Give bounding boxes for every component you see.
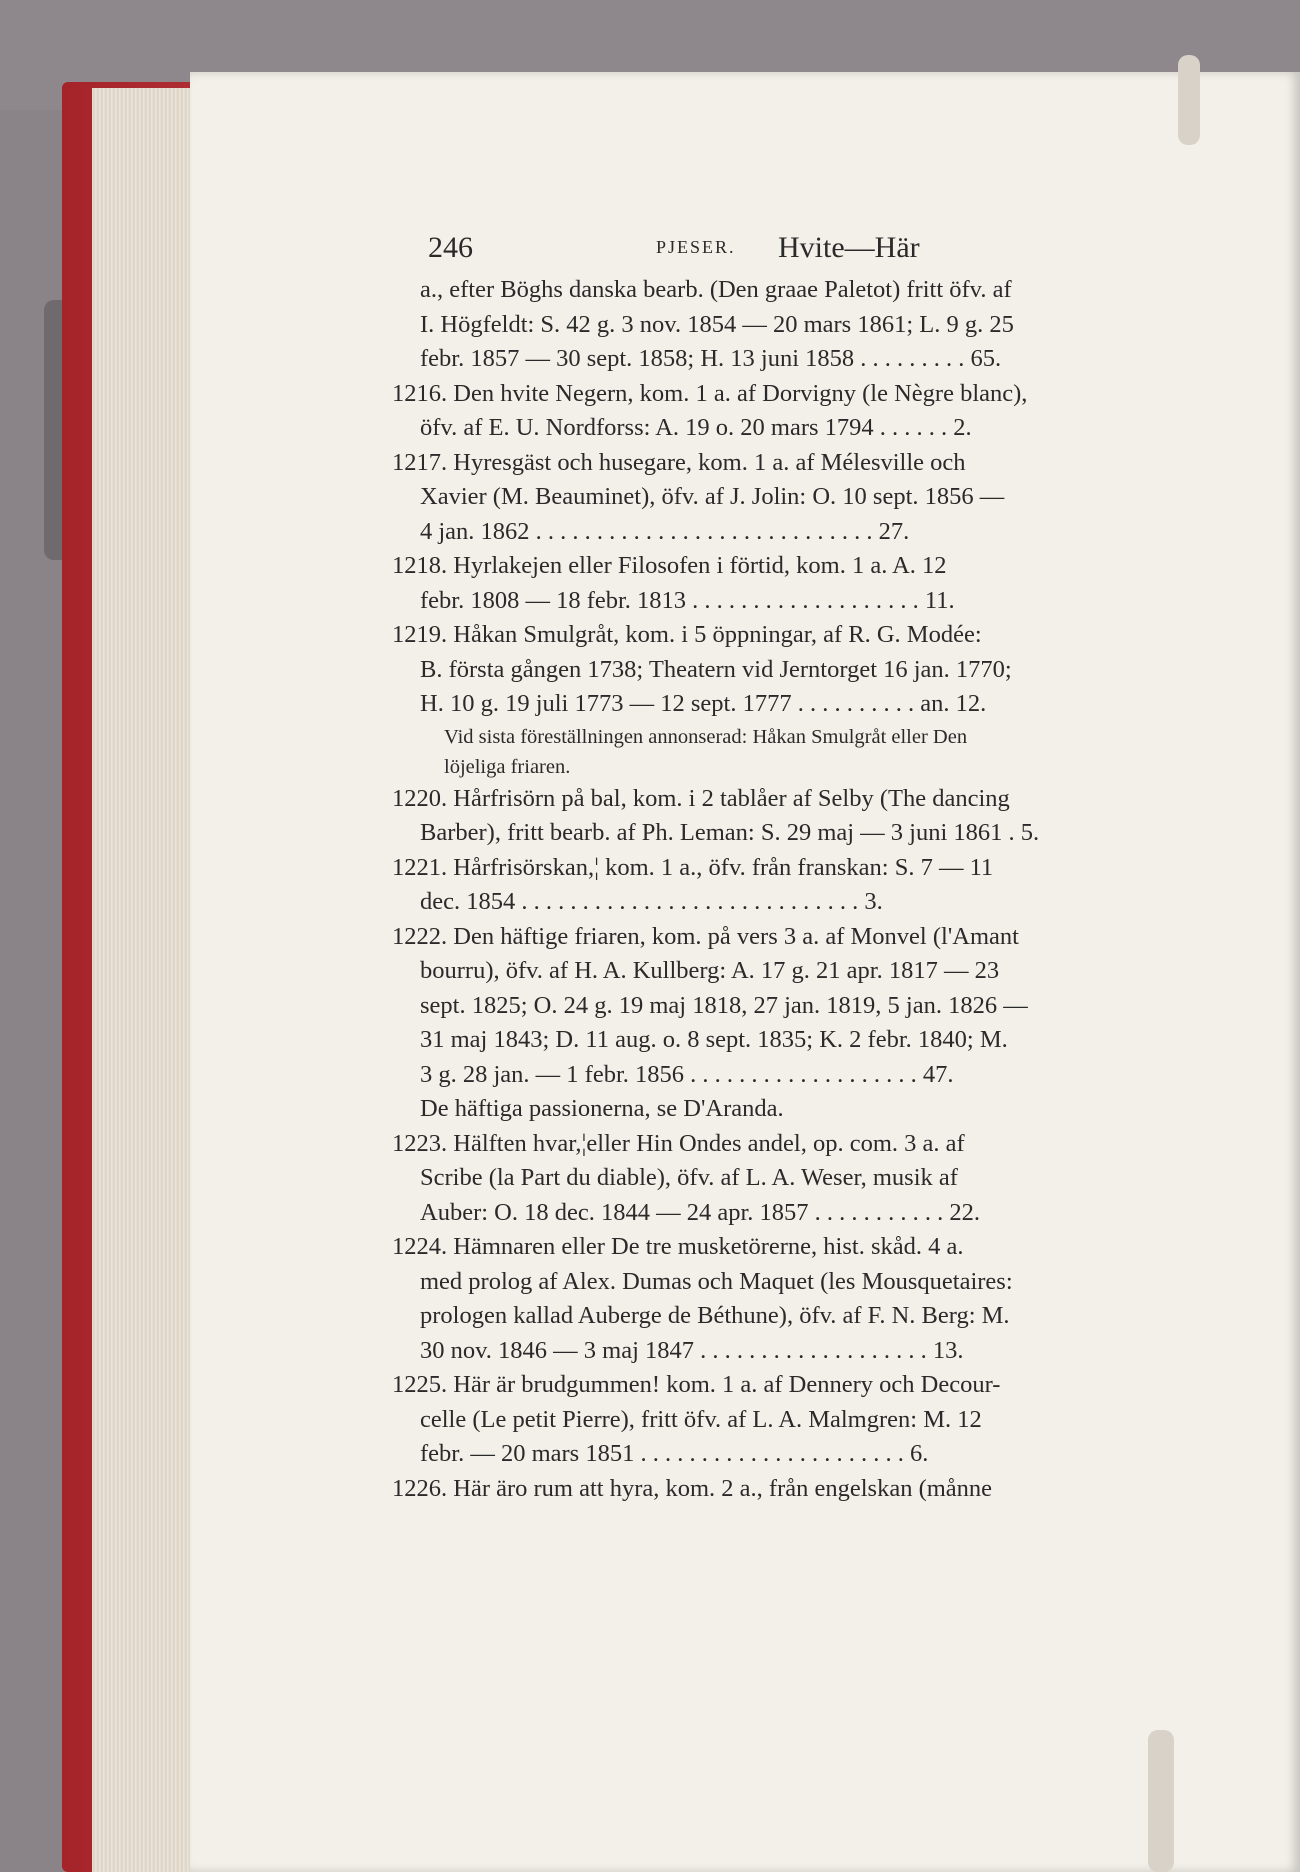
text-line: De häftiga passionerna, se D'Aranda.: [420, 1095, 784, 1122]
text-line: B. första gången 1738; Theatern vid Jerntorget 16 jan. 1770;: [420, 655, 1012, 683]
text-line: 1223. Hälften hvar,¦eller Hin Ondes andel, op. com. 3 a. af: [392, 1129, 965, 1157]
text-line: Scribe (la Part du diable), öfv. af L. A. Weser, musik af: [420, 1164, 958, 1191]
text-line: 1222. Den häftige friaren, kom. på vers 3 a. af Monvel (l'Amant: [392, 922, 1019, 950]
text-line: I. Högfeldt: S. 42 g. 3 nov. 1854 — 20 mars 1861; L. 9 g. 25: [420, 310, 1014, 338]
note-line: löjeliga friaren.: [444, 755, 571, 778]
clasp-bottom: [1148, 1730, 1174, 1872]
text-line: H. 10 g. 19 juli 1773 — 12 sept. 1777 . . . . . . . . . . an. 12.: [420, 690, 987, 717]
text-line: a., efter Böghs danska bearb. (Den graae Paletot) fritt öfv. af: [420, 276, 1012, 303]
text-line: febr. 1808 — 18 febr. 1813 . . . . . . . . . . . . . . . . . . . 11.: [420, 586, 955, 614]
text-line: 1217. Hyresgäst och husegare, kom. 1 a. af Mélesville och: [392, 448, 966, 476]
text-line: 30 nov. 1846 — 3 maj 1847 . . . . . . . . . . . . . . . . . . . 13.: [420, 1336, 964, 1364]
text-line: Barber), fritt bearb. af Ph. Leman: S. 29 maj — 3 juni 1861 . 5.: [420, 819, 1040, 846]
text-line: 1225. Här är brudgummen! kom. 1 a. af Dennery och Decour-: [392, 1371, 1001, 1398]
text-line: 1218. Hyrlakejen eller Filosofen i förtid, kom. 1 a. A. 12: [392, 552, 947, 579]
clasp-top: [1178, 55, 1200, 145]
text-line: celle (Le petit Pierre), fritt öfv. af L. A. Malmgren: M. 12: [420, 1405, 982, 1433]
text-line: 1224. Hämnaren eller De tre musketörerne, hist. skåd. 4 a.: [392, 1233, 964, 1260]
entry-range: Hvite—Här: [778, 231, 920, 264]
text-line: 1226. Här äro rum att hyra, kom. 2 a., från engelskan (månne: [392, 1474, 993, 1502]
page-text: [392, 225, 1186, 1506]
running-header: [392, 225, 1186, 273]
text-line: öfv. af E. U. Nordforss: A. 19 o. 20 mars 1794 . . . . . . 2.: [420, 414, 972, 441]
text-line: med prolog af Alex. Dumas och Maquet (les Mousquetaires:: [420, 1267, 1013, 1295]
text-line: febr. 1857 — 30 sept. 1858; H. 13 juni 1858 . . . . . . . . . 65.: [420, 345, 1002, 372]
text-line: 3 g. 28 jan. — 1 febr. 1856 . . . . . . . . . . . . . . . . . . . 47.: [420, 1060, 954, 1088]
note-line: Vid sista föreställningen annonserad: Håkan Smulgråt eller Den: [444, 725, 968, 748]
text-line: sept. 1825; O. 24 g. 19 maj 1818, 27 jan. 1819, 5 jan. 1826 —: [420, 991, 1028, 1019]
section-title: PJESER.: [656, 237, 736, 257]
text-line: 1220. Hårfrisörn på bal, kom. i 2 tablåer af Selby (The dancing: [392, 784, 1010, 812]
text-line: 31 maj 1843; D. 11 aug. o. 8 sept. 1835; K. 2 febr. 1840; M.: [420, 1026, 1008, 1053]
text-line: Auber: O. 18 dec. 1844 — 24 apr. 1857 . . . . . . . . . . . 22.: [420, 1198, 981, 1226]
text-line: 1219. Håkan Smulgråt, kom. i 5 öppningar, af R. G. Modée:: [392, 621, 982, 648]
text-line: prologen kallad Auberge de Béthune), öfv. af F. N. Berg: M.: [420, 1302, 1010, 1329]
text-line: febr. — 20 mars 1851 . . . . . . . . . . . . . . . . . . . . . . 6.: [420, 1440, 929, 1467]
page-edges: [92, 88, 202, 1872]
text-line: 1216. Den hvite Negern, kom. 1 a. af Dorvigny (le Nègre blanc),: [392, 379, 1028, 407]
text-line: bourru), öfv. af H. A. Kullberg: A. 17 g. 21 apr. 1817 — 23: [420, 957, 1000, 984]
text-line: 4 jan. 1862 . . . . . . . . . . . . . . . . . . . . . . . . . . . . 27.: [420, 517, 910, 545]
text-line: Xavier (M. Beauminet), öfv. af J. Jolin: O. 10 sept. 1856 —: [420, 483, 1005, 510]
text-line: 1221. Hårfrisörskan,¦ kom. 1 a., öfv. från franskan: S. 7 — 11: [392, 853, 994, 881]
text-line: dec. 1854 . . . . . . . . . . . . . . . . . . . . . . . . . . . . 3.: [420, 888, 883, 915]
page-number: 246: [428, 231, 473, 264]
